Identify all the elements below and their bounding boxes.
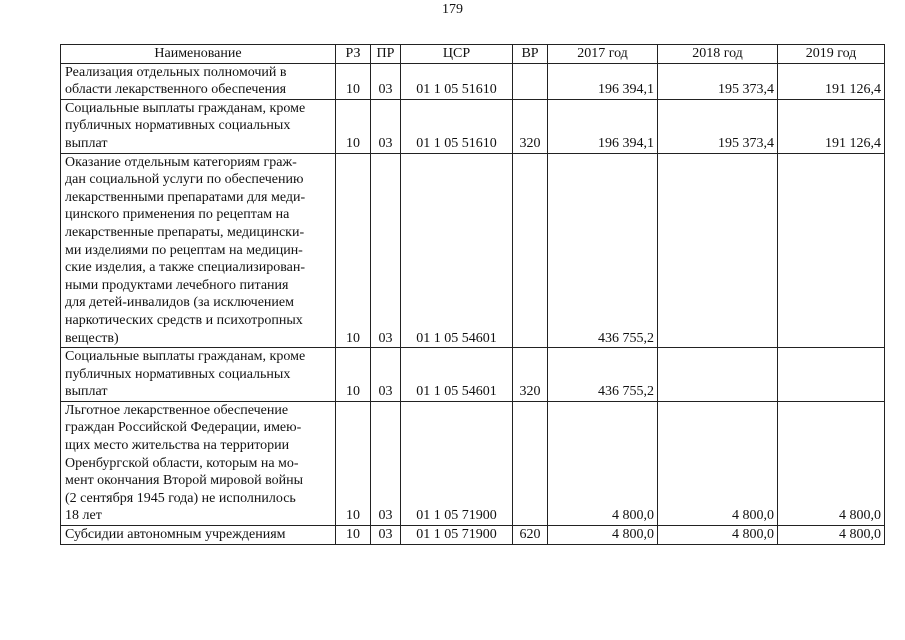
row-csr: 01 1 05 54601 — [401, 348, 513, 402]
row-csr: 01 1 05 51610 — [401, 99, 513, 153]
row-csr: 01 1 05 51610 — [401, 63, 513, 99]
row-2019 — [778, 348, 885, 402]
row-pr: 03 — [371, 401, 401, 525]
row-pr: 03 — [371, 348, 401, 402]
row-vr: 620 — [513, 526, 548, 545]
row-2019: 4 800,0 — [778, 526, 885, 545]
row-2018: 4 800,0 — [658, 401, 778, 525]
row-2018 — [658, 153, 778, 348]
header-2017: 2017 год — [548, 45, 658, 64]
row-pr: 03 — [371, 99, 401, 153]
row-2017: 436 755,2 — [548, 348, 658, 402]
header-pr: ПР — [371, 45, 401, 64]
header-2018: 2018 год — [658, 45, 778, 64]
row-2017: 436 755,2 — [548, 153, 658, 348]
row-name: Оказание отдельным категориям граж- дан социальной услуги по обеспечению лекарственными препаратами для меди- цинского применения по рецептам на лекарственные препараты, медицински- ми изделиями по рецептам на медицин- ские изделия, а также специализирован- ными продуктами лечебного питания для детей-инвалидов (за исключением наркотических средств и психотропных веществ) — [61, 153, 336, 348]
row-rz: 10 — [336, 401, 371, 525]
row-vr — [513, 153, 548, 348]
row-vr: 320 — [513, 99, 548, 153]
header-row — [61, 45, 885, 64]
row-rz: 10 — [336, 63, 371, 99]
row-2019 — [778, 153, 885, 348]
budget-table — [60, 44, 885, 545]
table-row — [61, 401, 885, 525]
row-2018: 4 800,0 — [658, 526, 778, 545]
row-2017: 4 800,0 — [548, 401, 658, 525]
row-rz: 10 — [336, 99, 371, 153]
table-row — [61, 526, 885, 545]
row-rz: 10 — [336, 153, 371, 348]
row-2018 — [658, 348, 778, 402]
row-name: Льготное лекарственное обеспечение граждан Российской Федерации, имею- щих место жительства на территории Оренбургской области, которым на мо- мент окончания Второй мировой войны (2 сентября 1945 года) не исполнилось 18 лет — [61, 401, 336, 525]
header-name: Наименование — [61, 45, 336, 64]
row-vr — [513, 63, 548, 99]
row-name: Субсидии автономным учреждениям — [61, 526, 336, 545]
header-rz: РЗ — [336, 45, 371, 64]
row-2017: 196 394,1 — [548, 63, 658, 99]
row-pr: 03 — [371, 153, 401, 348]
row-pr: 03 — [371, 63, 401, 99]
row-2017: 4 800,0 — [548, 526, 658, 545]
row-2019: 191 126,4 — [778, 99, 885, 153]
row-2019: 191 126,4 — [778, 63, 885, 99]
row-pr: 03 — [371, 526, 401, 545]
row-2018: 195 373,4 — [658, 99, 778, 153]
header-2019: 2019 год — [778, 45, 885, 64]
header-csr: ЦСР — [401, 45, 513, 64]
row-name: Социальные выплаты гражданам, кроме публичных нормативных социальных выплат — [61, 99, 336, 153]
row-vr — [513, 401, 548, 525]
page-number: 179 — [442, 2, 463, 17]
row-rz: 10 — [336, 348, 371, 402]
row-2017: 196 394,1 — [548, 99, 658, 153]
row-csr: 01 1 05 71900 — [401, 401, 513, 525]
row-name: Социальные выплаты гражданам, кроме публичных нормативных социальных выплат — [61, 348, 336, 402]
row-name: Реализация отдельных полномочий в области лекарственного обеспечения — [61, 63, 336, 99]
row-vr: 320 — [513, 348, 548, 402]
header-vr: ВР — [513, 45, 548, 64]
row-2019: 4 800,0 — [778, 401, 885, 525]
table-row — [61, 348, 885, 402]
table-row — [61, 63, 885, 99]
row-csr: 01 1 05 54601 — [401, 153, 513, 348]
row-2018: 195 373,4 — [658, 63, 778, 99]
row-csr: 01 1 05 71900 — [401, 526, 513, 545]
row-rz: 10 — [336, 526, 371, 545]
table-row — [61, 99, 885, 153]
table-row — [61, 153, 885, 348]
